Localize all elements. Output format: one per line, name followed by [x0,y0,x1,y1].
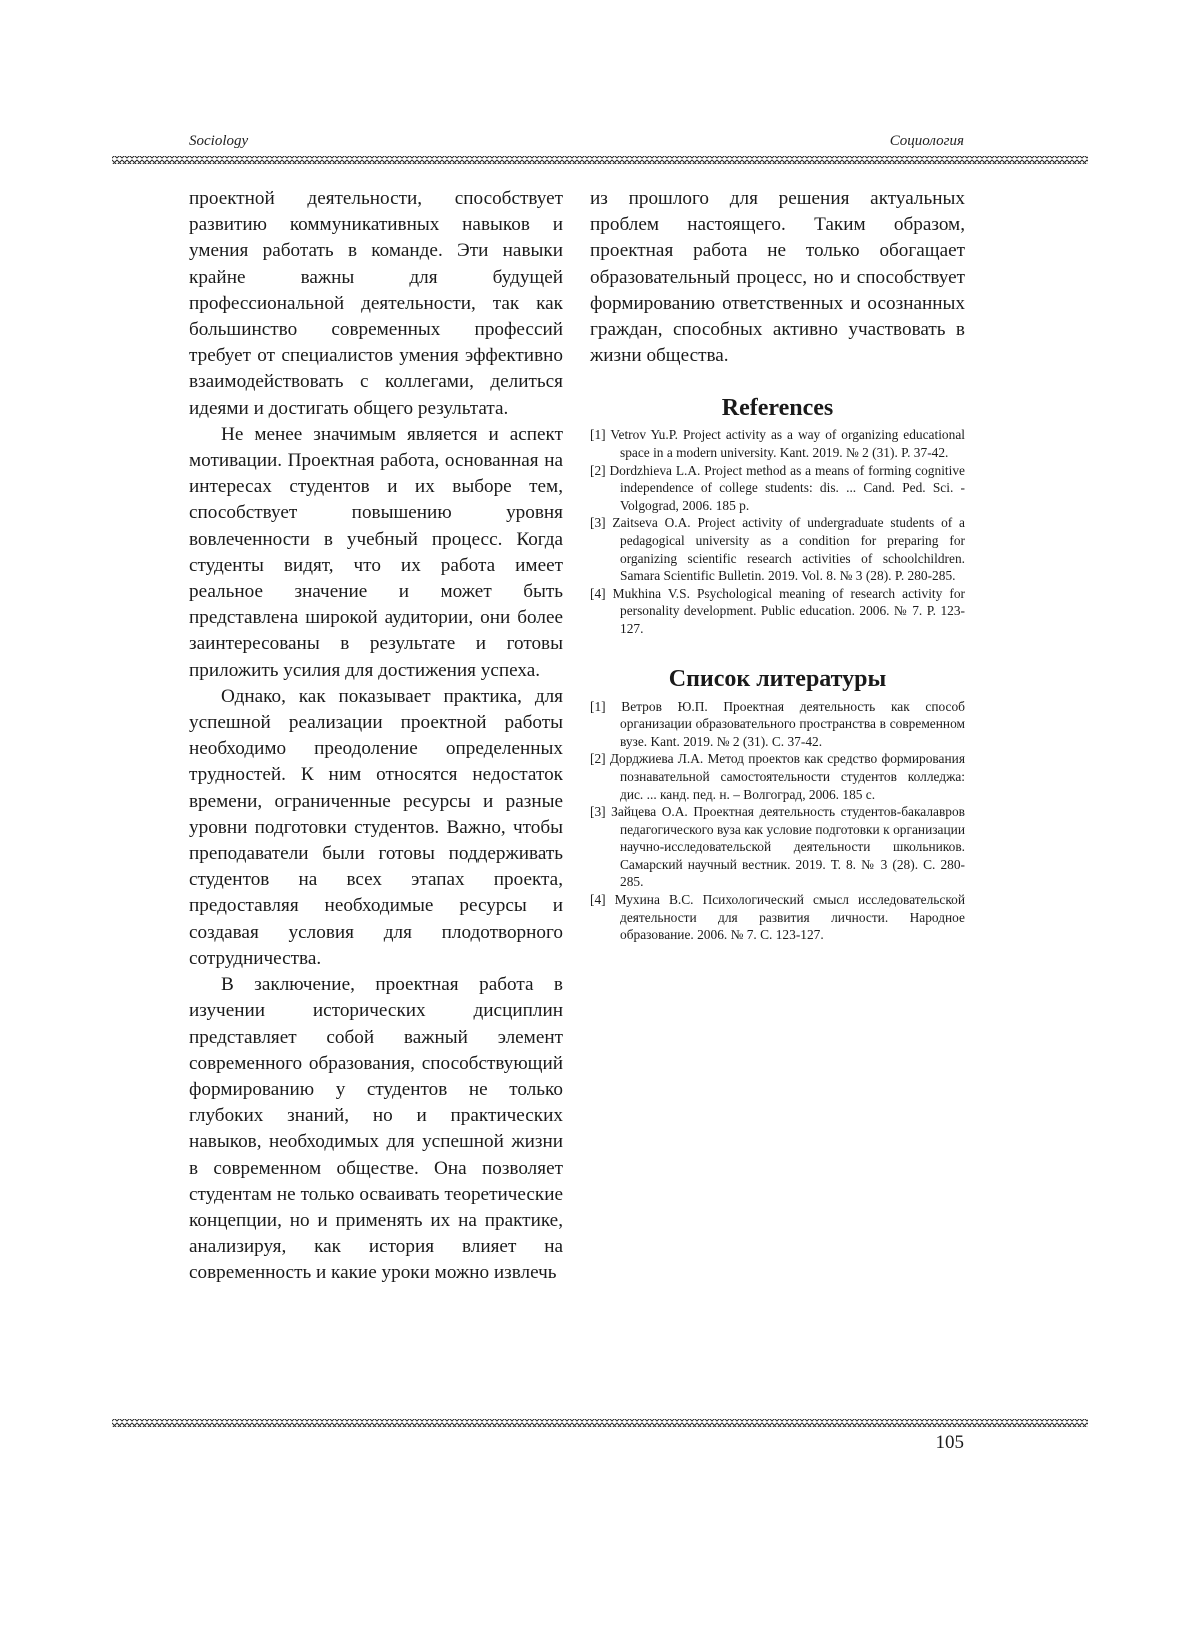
reference-item: [4] Mukhina V.S. Psychological meaning of research activity for personality development. Public education. 2006. № 7. P. 123-127. [590,585,965,636]
reference-item: [2] Dordzhieva L.A. Project method as a means of forming cognitive independence of college students: dis. ... Cand. Ped. Sci. - Volgograd, 2006. 185 p. [590,462,965,513]
body-paragraph: Не менее значимым является и аспект мотивации. Проектная работа, основанная на интересах студентов и их выборе тем, способствует повышению уровня вовлеченности в учебный процесс. Когда студенты видят, что их работа имеет реальное значение и может быть представлена широкой аудитории, они более заинтересованы в результате и готовы приложить усилия для достижения успеха. [189,423,563,681]
page-number: 105 [935,1432,964,1453]
literature-list [590,698,965,944]
references-list [590,426,965,637]
journal-section-ru: Социология [889,133,964,149]
running-head [189,133,964,155]
literature-item: [2] Дорджиева Л.А. Метод проектов как средство формирования познавательной самостоятельности студентов колледжа: дис. ... канд. пед. н. – Волгоград, 2006. 185 с. [590,751,965,802]
bottom-ornament-rule [112,1419,1088,1427]
reference-item: [1] Vetrov Yu.P. Project activity as a way of organizing educational space in a modern university. Kant. 2019. № 2 (31). P. 37-42. [590,427,965,461]
top-ornament-rule [112,156,1088,164]
body-paragraph: из прошлого для решения актуальных проблем настоящего. Таким образом, проектная работа не только обогащает образовательный процесс, но и способствует формированию ответственных и осознанных граждан, способных активно участвовать в жизни общества. [590,188,965,367]
literature-item: [4] Мухина В.С. Психологический смысл исследовательской деятельности для развития личности. Народное образование. 2006. № 7. С. 123-127. [590,892,965,943]
literature-heading: Список литературы [668,665,887,692]
reference-item: [3] Zaitseva O.A. Project activity of undergraduate students of a pedagogical university as a condition for preparing for organizing scientific research activities of schoolchildren. Samara Scientific Bulletin. 2019. Vol. 8. № 3 (28). P. 280-285. [590,515,965,584]
literature-item: [3] Зайцева О.А. Проектная деятельность студентов-бакалавров педагогического вуза как условие подготовки к организации научно-исследовательской деятельности школьников. Самарский научный вестник. 2019. Т. 8. № 3 (28). С. 280-285. [590,804,965,890]
body-paragraph: В заключение, проектная работа в изучении исторических дисциплин представляет собой важный элемент современного образования, способствующий формированию у студентов не только глубоких знаний, но и практических навыков, необходимых для успешной жизни в современном обществе. Она позволяет студентам не только осваивать теоретические концепции, но и применять их на практике, анализируя, как история влияет на современность и какие уроки можно извлечь [189,974,563,1284]
journal-section-en: Sociology [189,133,249,149]
right-column [590,186,965,944]
references-heading: References [721,395,834,422]
body-paragraph: Однако, как показывает практика, для успешной реализации проектной работы необходимо преодоление определенных трудностей. К ним относятся недостаток времени, ограниченные ресурсы и разные уровни подготовки студентов. Важно, чтобы преподаватели были готовы поддерживать студентов на всех этапах проекта, предоставляя необходимые ресурсы и создавая условия для плодотворного сотрудничества. [189,685,563,969]
left-column [189,186,563,1287]
body-paragraph: проектной деятельности, способствует развитию коммуникативных навыков и умения работать в команде. Эти навыки крайне важны для будущей профессиональной деятельности, так как большинство современных профессий требует от специалистов умения эффективно взаимодействовать с коллегами, делиться идеями и достигать общего результата. [189,188,563,419]
literature-item: [1] Ветров Ю.П. Проектная деятельность как способ организации образовательного пространства в современном вузе. Kant. 2019. № 2 (31). С. 37-42. [590,698,965,749]
